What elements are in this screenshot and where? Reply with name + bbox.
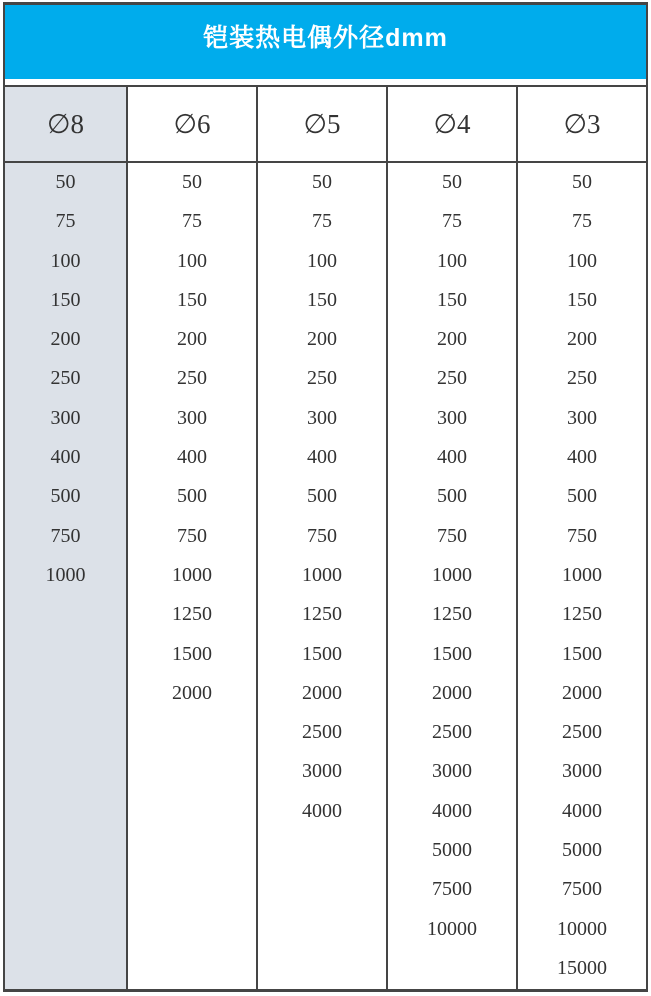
length-cell: 1250 [172, 603, 212, 626]
length-cell: 250 [437, 367, 467, 390]
length-cell: 400 [437, 446, 467, 469]
diameter-column-4 [388, 87, 518, 989]
length-cell: 1500 [302, 642, 342, 665]
length-values-list [5, 163, 126, 595]
length-cell: 50 [442, 171, 462, 193]
length-cell: 15000 [557, 956, 607, 979]
length-cell: 50 [572, 171, 592, 193]
length-cell: 750 [567, 524, 597, 547]
length-cell: 200 [437, 328, 467, 351]
length-cell: 1250 [432, 603, 472, 626]
length-cell: 250 [50, 367, 81, 390]
length-cell: 75 [572, 210, 592, 233]
length-cell: 250 [177, 367, 207, 390]
length-cell: 4000 [432, 799, 472, 822]
length-cell: 150 [567, 288, 597, 311]
length-cell: 150 [437, 288, 467, 311]
length-cell: 300 [177, 406, 207, 429]
length-cell: 200 [307, 328, 337, 351]
length-cell: 200 [50, 328, 81, 351]
diameter-column-header: ∅8 [5, 87, 126, 163]
length-cell: 2500 [302, 721, 342, 744]
length-cell: 300 [50, 406, 81, 429]
length-cell: 2500 [432, 721, 472, 744]
length-cell: 50 [55, 171, 76, 193]
length-cell: 10000 [557, 917, 607, 940]
length-cell: 5000 [432, 839, 472, 862]
length-cell: 1250 [302, 603, 342, 626]
length-cell: 1000 [172, 563, 212, 586]
length-cell: 2500 [562, 721, 602, 744]
length-cell: 1000 [432, 563, 472, 586]
length-cell: 250 [567, 367, 597, 390]
diameter-column-5 [518, 87, 646, 989]
length-cell: 2000 [172, 681, 212, 704]
length-cell: 1500 [432, 642, 472, 665]
length-cell: 4000 [562, 799, 602, 822]
length-cell: 500 [50, 485, 81, 508]
length-cell: 300 [567, 406, 597, 429]
length-cell: 100 [50, 249, 81, 272]
length-cell: 100 [567, 249, 597, 272]
length-cell: 750 [50, 524, 81, 547]
length-cell: 750 [307, 524, 337, 547]
length-cell: 150 [177, 288, 207, 311]
length-cell: 1500 [172, 642, 212, 665]
length-values-list [128, 163, 256, 713]
length-cell: 500 [567, 485, 597, 508]
length-cell: 400 [307, 446, 337, 469]
length-cell: 200 [567, 328, 597, 351]
diameter-column-1 [5, 87, 128, 989]
thermocouple-diameter-table [3, 2, 648, 992]
diameter-column-header: ∅6 [128, 87, 256, 163]
length-cell: 250 [307, 367, 337, 390]
diameter-column-header: ∅5 [258, 87, 386, 163]
length-cell: 5000 [562, 839, 602, 862]
length-cell: 500 [177, 485, 207, 508]
table-grid [5, 85, 646, 989]
length-cell: 1500 [562, 642, 602, 665]
length-cell: 3000 [432, 760, 472, 783]
length-values-list [388, 163, 516, 949]
diameter-column-2 [128, 87, 258, 989]
diameter-column-3 [258, 87, 388, 989]
diameter-column-header: ∅4 [388, 87, 516, 163]
diameter-column-header: ∅3 [518, 87, 646, 163]
length-cell: 500 [437, 485, 467, 508]
length-cell: 1000 [302, 563, 342, 586]
length-cell: 150 [50, 288, 81, 311]
table-title-bar [5, 5, 646, 79]
length-cell: 75 [55, 210, 76, 233]
length-values-list [258, 163, 386, 831]
length-cell: 7500 [562, 878, 602, 901]
length-cell: 300 [307, 406, 337, 429]
length-cell: 400 [567, 446, 597, 469]
length-cell: 1000 [45, 563, 86, 586]
length-cell: 100 [437, 249, 467, 272]
length-cell: 3000 [562, 760, 602, 783]
length-cell: 2000 [302, 681, 342, 704]
length-cell: 3000 [302, 760, 342, 783]
length-cell: 4000 [302, 799, 342, 822]
length-cell: 1250 [562, 603, 602, 626]
length-cell: 2000 [562, 681, 602, 704]
table-title: 铠装热电偶外径dmm [203, 24, 448, 52]
length-cell: 75 [182, 210, 202, 233]
length-cell: 50 [182, 171, 202, 193]
length-cell: 100 [177, 249, 207, 272]
length-cell: 75 [442, 210, 462, 233]
length-cell: 400 [177, 446, 207, 469]
length-values-list [518, 163, 646, 988]
length-cell: 75 [312, 210, 332, 233]
length-cell: 200 [177, 328, 207, 351]
length-cell: 750 [177, 524, 207, 547]
length-cell: 300 [437, 406, 467, 429]
length-cell: 500 [307, 485, 337, 508]
length-cell: 7500 [432, 878, 472, 901]
length-cell: 400 [50, 446, 81, 469]
length-cell: 10000 [427, 917, 477, 940]
length-cell: 50 [312, 171, 332, 193]
length-cell: 2000 [432, 681, 472, 704]
length-cell: 100 [307, 249, 337, 272]
length-cell: 1000 [562, 563, 602, 586]
length-cell: 750 [437, 524, 467, 547]
length-cell: 150 [307, 288, 337, 311]
